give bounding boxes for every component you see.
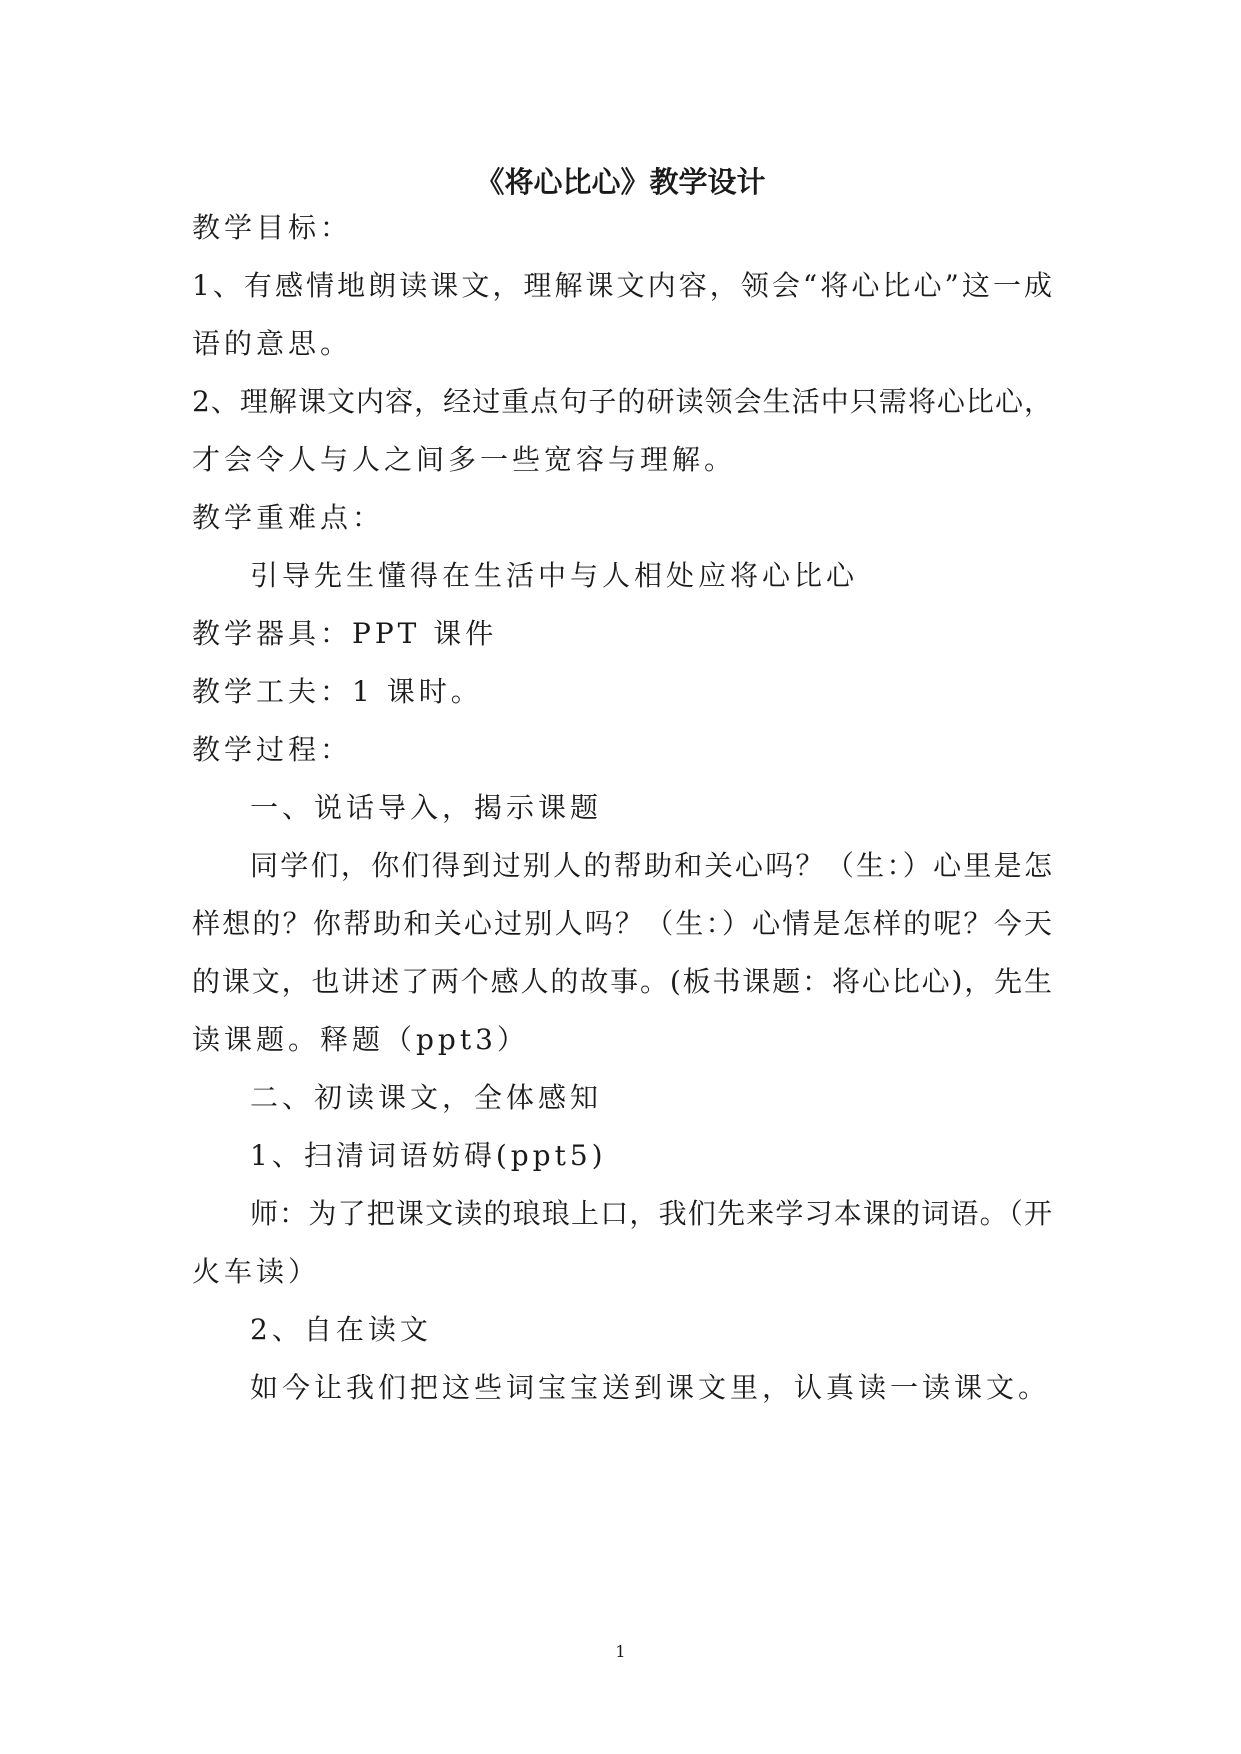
- teacher-line-1: 师：为了把课文读的琅琅上口，我们先来学习本课的词语。（开: [250, 1197, 1052, 1230]
- section-heading-objectives: 教学目标：: [192, 211, 353, 244]
- paragraph-intro-line-2: 样想的？你帮助和关心过别人吗？（生：）心情是怎样的呢？今天: [192, 907, 1052, 940]
- objective-2-line-1: 2、理解课文内容，经过重点句子的研读领会生活中只需将心比心，: [192, 385, 1052, 418]
- paragraph-intro-line-1: 同学们，你们得到过别人的帮助和关心吗？（生：）心里是怎: [250, 849, 1052, 882]
- paragraph-intro-line-3: 的课文，也讲述了两个感人的故事。(板书课题：将心比心)，先生: [192, 965, 1052, 998]
- objective-1-line-1: 1、有感情地朗读课文，理解课文内容，领会“将心比心”这一成: [192, 269, 1052, 302]
- section-heading-key-points: 教学重难点：: [192, 501, 385, 534]
- substep-1-heading: 1、扫清词语妨碍(ppt5): [250, 1139, 607, 1172]
- section-heading-process: 教学过程：: [192, 733, 353, 766]
- step-1-heading: 一、说话导入，揭示课题: [250, 791, 603, 824]
- step-2-heading: 二、初读课文，全体感知: [250, 1081, 603, 1114]
- objective-2-line-2: 才会令人与人之间多一些宽容与理解。: [192, 443, 737, 476]
- page-number: 1: [615, 1642, 626, 1661]
- key-points-text: 引导先生懂得在生活中与人相处应将心比心: [250, 559, 859, 592]
- document-title: 《将心比心》教学设计: [475, 165, 766, 199]
- teacher-line-2: 火车读）: [192, 1255, 321, 1288]
- objective-1-line-2: 语的意思。: [192, 327, 353, 360]
- substep-2-heading: 2、自在读文: [250, 1313, 432, 1346]
- teaching-tools: 教学器具：PPT 课件: [192, 617, 498, 650]
- paragraph-intro-line-4: 读课题。释题（ppt3）: [192, 1023, 529, 1056]
- reading-instruction: 如今让我们把这些词宝宝送到课文里，认真读一读课文。: [250, 1371, 1051, 1404]
- teaching-time: 教学工夫：1 课时。: [192, 675, 483, 708]
